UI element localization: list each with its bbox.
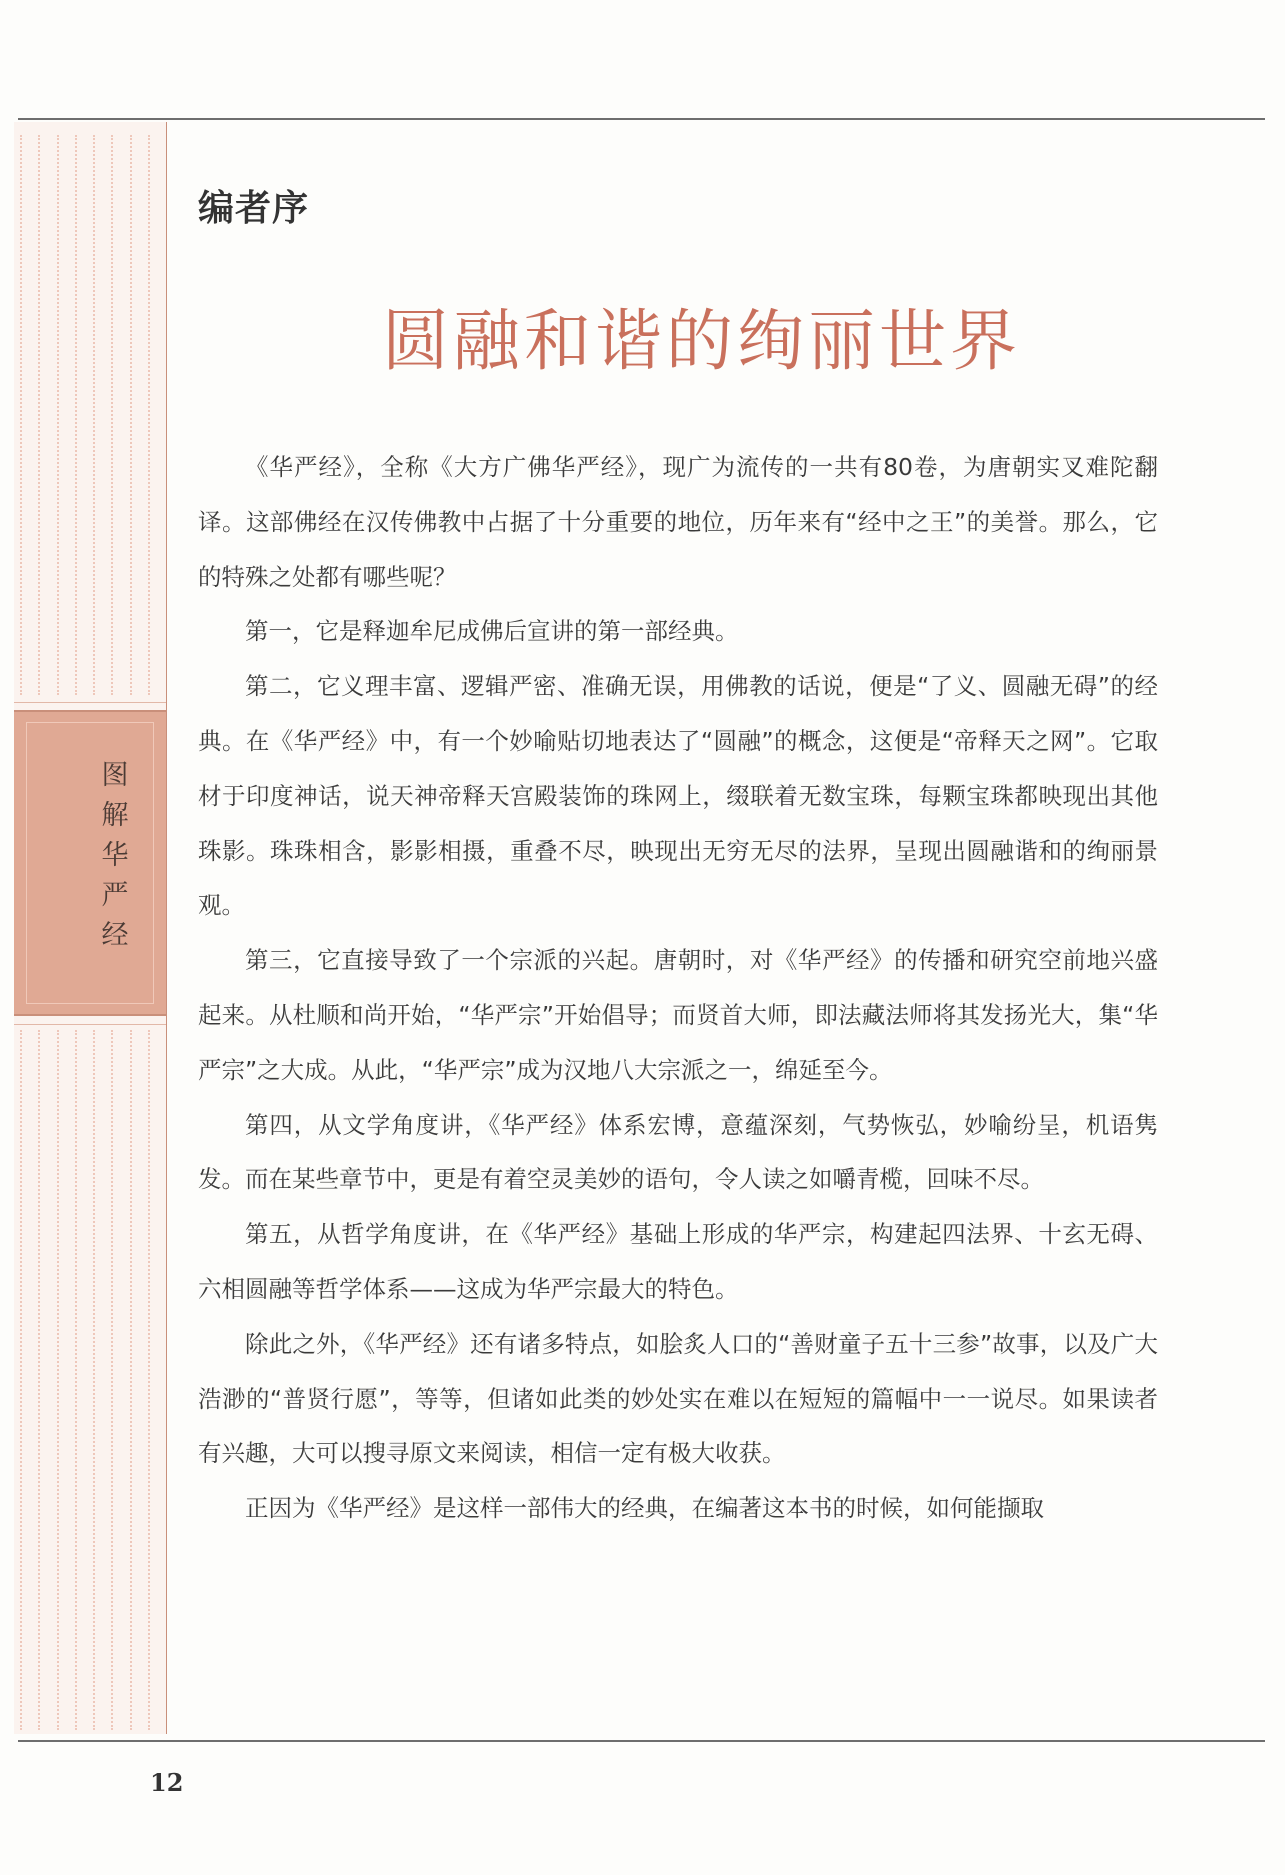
calligraphy-background-bottom: [20, 1030, 160, 1730]
side-tab: [14, 710, 166, 1016]
side-tab-label: 图解华严经: [101, 760, 129, 951]
strip-border-line: [166, 122, 167, 1734]
paragraph: 正因为《华严经》是这样一部伟大的经典，在编著这本书的时候，如何能撷取: [245, 1494, 1044, 1523]
body-text: [198, 440, 1158, 1536]
page-number: 12: [150, 1768, 184, 1797]
paragraph: 《华严经》，全称《大方广佛华严经》，现广为流传的一共有80卷，为唐朝实叉难陀翻译。这部佛经在汉传佛教中占据了十分重要的地位，历年来有“经中之王”的美誉。那么，它的特殊之处都有哪些呢？: [198, 453, 1158, 591]
strip-divider-bottom: [14, 1024, 166, 1025]
paragraph: 第五，从哲学角度讲，在《华严经》基础上形成的华严宗，构建起四法界、十玄无碍、六相圆融等哲学体系——这成为华严宗最大的特色。: [198, 1220, 1158, 1303]
calligraphy-background-top: [20, 135, 160, 695]
paragraph: 第三，它直接导致了一个宗派的兴起。唐朝时，对《华严经》的传播和研究空前地兴盛起来。从杜顺和尚开始，“华严宗”开始倡导；而贤首大师，即法藏法师将其发扬光大，集“华严宗”之大成。从此，“华严宗”成为汉地八大宗派之一，绵延至今。: [198, 946, 1158, 1084]
paragraph: 第四，从文学角度讲，《华严经》体系宏博，意蕴深刻，气势恢弘，妙喻纷呈，机语隽发。而在某些章节中，更是有着空灵美妙的语句，令人读之如嚼青榄，回味不尽。: [198, 1110, 1158, 1194]
page-title: 圆融和谐的绚丽世界: [382, 302, 1021, 380]
top-rule: [18, 118, 1265, 120]
paragraph: 第二，它义理丰富、逻辑严密、准确无误，用佛教的话说，便是“了义、圆融无碍”的经典。在《华严经》中，有一个妙喻贴切地表达了“圆融”的概念，这便是“帝释天之网”。它取材于印度神话，说天神帝释天宫殿装饰的珠网上，缀联着无数宝珠，每颗宝珠都映现出其他珠影。珠珠相含，影影相摄，重叠不尽，映现出无穷无尽的法界，呈现出圆融谐和的绚丽景观。: [198, 672, 1158, 920]
paragraph: 第一，它是释迦牟尼成佛后宣讲的第一部经典。: [245, 617, 739, 646]
bottom-rule: [18, 1740, 1265, 1742]
strip-divider-top: [14, 702, 166, 703]
section-label: 编者序: [198, 188, 310, 229]
paragraph: 除此之外，《华严经》还有诸多特点，如脍炙人口的“善财童子五十三参”故事，以及广大浩渺的“普贤行愿”，等等，但诸如此类的妙处实在难以在短短的篇幅中一一说尽。如果读者有兴趣，大可以搜寻原文来阅读，相信一定有极大收获。: [198, 1329, 1158, 1468]
